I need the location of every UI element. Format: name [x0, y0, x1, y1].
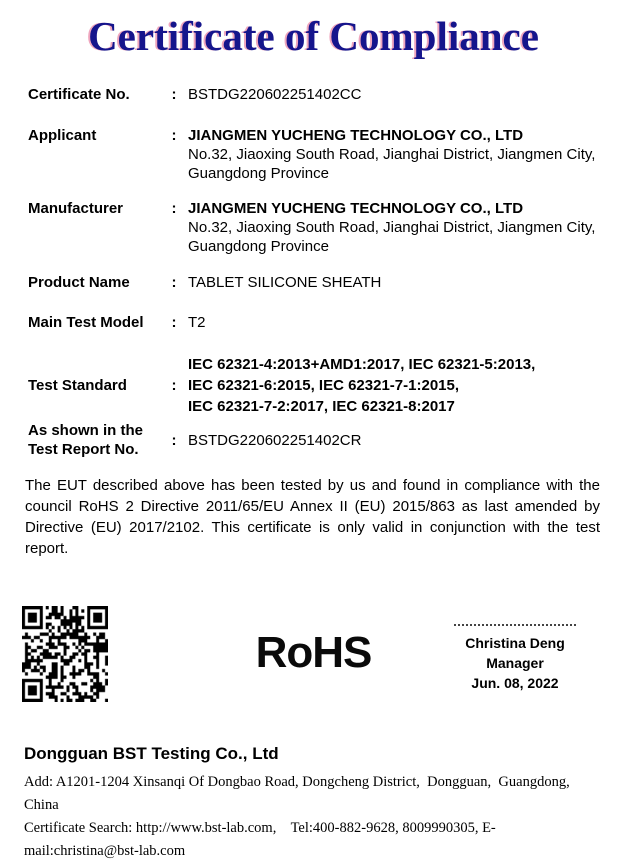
- footer-company-name: Dongguan BST Testing Co., Ltd: [24, 744, 279, 763]
- footer-search-line: Certificate Search: http://www.bst-lab.com, Tel:400-882-9628, 8009990305, E-mail:christina@bst-lab.com: [24, 820, 496, 859]
- test-report-label-line1: As shown in the: [28, 422, 144, 439]
- compliance-statement: The EUT described above has been tested by us and found in compliance with the council RoHS 2 Directive 2011/65/EU Annex II (EU) 2015/863 as last amended by Directive (EU) 2017/2102. This certificate is only valid in conjunction with the test report.: [25, 477, 600, 557]
- field-value: [180, 199, 597, 256]
- field-main-test-model: [28, 313, 597, 332]
- field-test-report-no: [28, 421, 597, 459]
- test-report-label-line2: Test Report No.: [28, 441, 139, 458]
- field-value: [180, 126, 597, 183]
- field-applicant: [28, 126, 597, 183]
- field-value: BSTDG220602251402CR: [188, 431, 362, 449]
- manufacturer-address-line2: Guangdong Province: [188, 238, 329, 255]
- colon: :: [171, 127, 177, 144]
- applicant-address-line2: Guangdong Province: [188, 165, 329, 182]
- field-test-standard: [28, 354, 597, 417]
- test-standard-line3: IEC 62321-7-2:2017, IEC 62321-8:2017: [188, 398, 455, 415]
- certificate-fields: [0, 85, 627, 459]
- signer-name: Christina Deng: [465, 635, 565, 651]
- colon: :: [171, 314, 177, 331]
- manufacturer-address-line1: No.32, Jiaoxing South Road, Jianghai District, Jiangmen City,: [188, 219, 596, 236]
- field-label: [28, 421, 168, 459]
- field-value: T2: [188, 314, 206, 331]
- field-product-name: [28, 273, 597, 292]
- colon: :: [171, 86, 177, 103]
- signature-block: [440, 624, 590, 693]
- signature-dotted-line: [454, 624, 576, 626]
- test-standard-line2: IEC 62321-6:2015, IEC 62321-7-1:2015,: [188, 377, 460, 394]
- signer-title: Manager: [486, 655, 544, 671]
- field-value: TABLET SILICONE SHEATH: [188, 274, 382, 291]
- rohs-logo: RoHS: [255, 628, 372, 677]
- applicant-name: JIANGMEN YUCHENG TECHNOLOGY CO., LTD: [188, 127, 524, 144]
- manufacturer-name: JIANGMEN YUCHENG TECHNOLOGY CO., LTD: [188, 200, 524, 217]
- field-label: Product Name: [28, 274, 130, 291]
- footer-address: Add: A1201-1204 Xinsanqi Of Dongbao Road, Dongcheng District, Dongguan, Guangdong, China: [24, 774, 577, 813]
- signature-date: Jun. 08, 2022: [471, 675, 559, 691]
- applicant-address-line1: No.32, Jiaoxing South Road, Jianghai District, Jiangmen City,: [188, 146, 596, 163]
- field-label: Manufacturer: [28, 200, 124, 217]
- field-certificate-no: [28, 85, 597, 104]
- colon: :: [171, 274, 177, 291]
- test-standard-line1: IEC 62321-4:2013+AMD1:2017, IEC 62321-5:2013,: [188, 356, 536, 373]
- field-label: Applicant: [28, 127, 97, 144]
- field-value: [180, 354, 597, 417]
- colon: :: [171, 200, 177, 217]
- footer: [24, 743, 609, 863]
- field-label: Test Standard: [28, 377, 127, 394]
- field-manufacturer: [28, 199, 597, 256]
- page-title: Certificate of Compliance: [88, 13, 539, 59]
- certificate-page: [0, 12, 627, 859]
- colon: :: [171, 377, 177, 394]
- field-label: Certificate No.: [28, 86, 130, 103]
- field-label: Main Test Model: [28, 314, 144, 331]
- colon: :: [171, 431, 177, 449]
- field-value: BSTDG220602251402CC: [188, 86, 362, 103]
